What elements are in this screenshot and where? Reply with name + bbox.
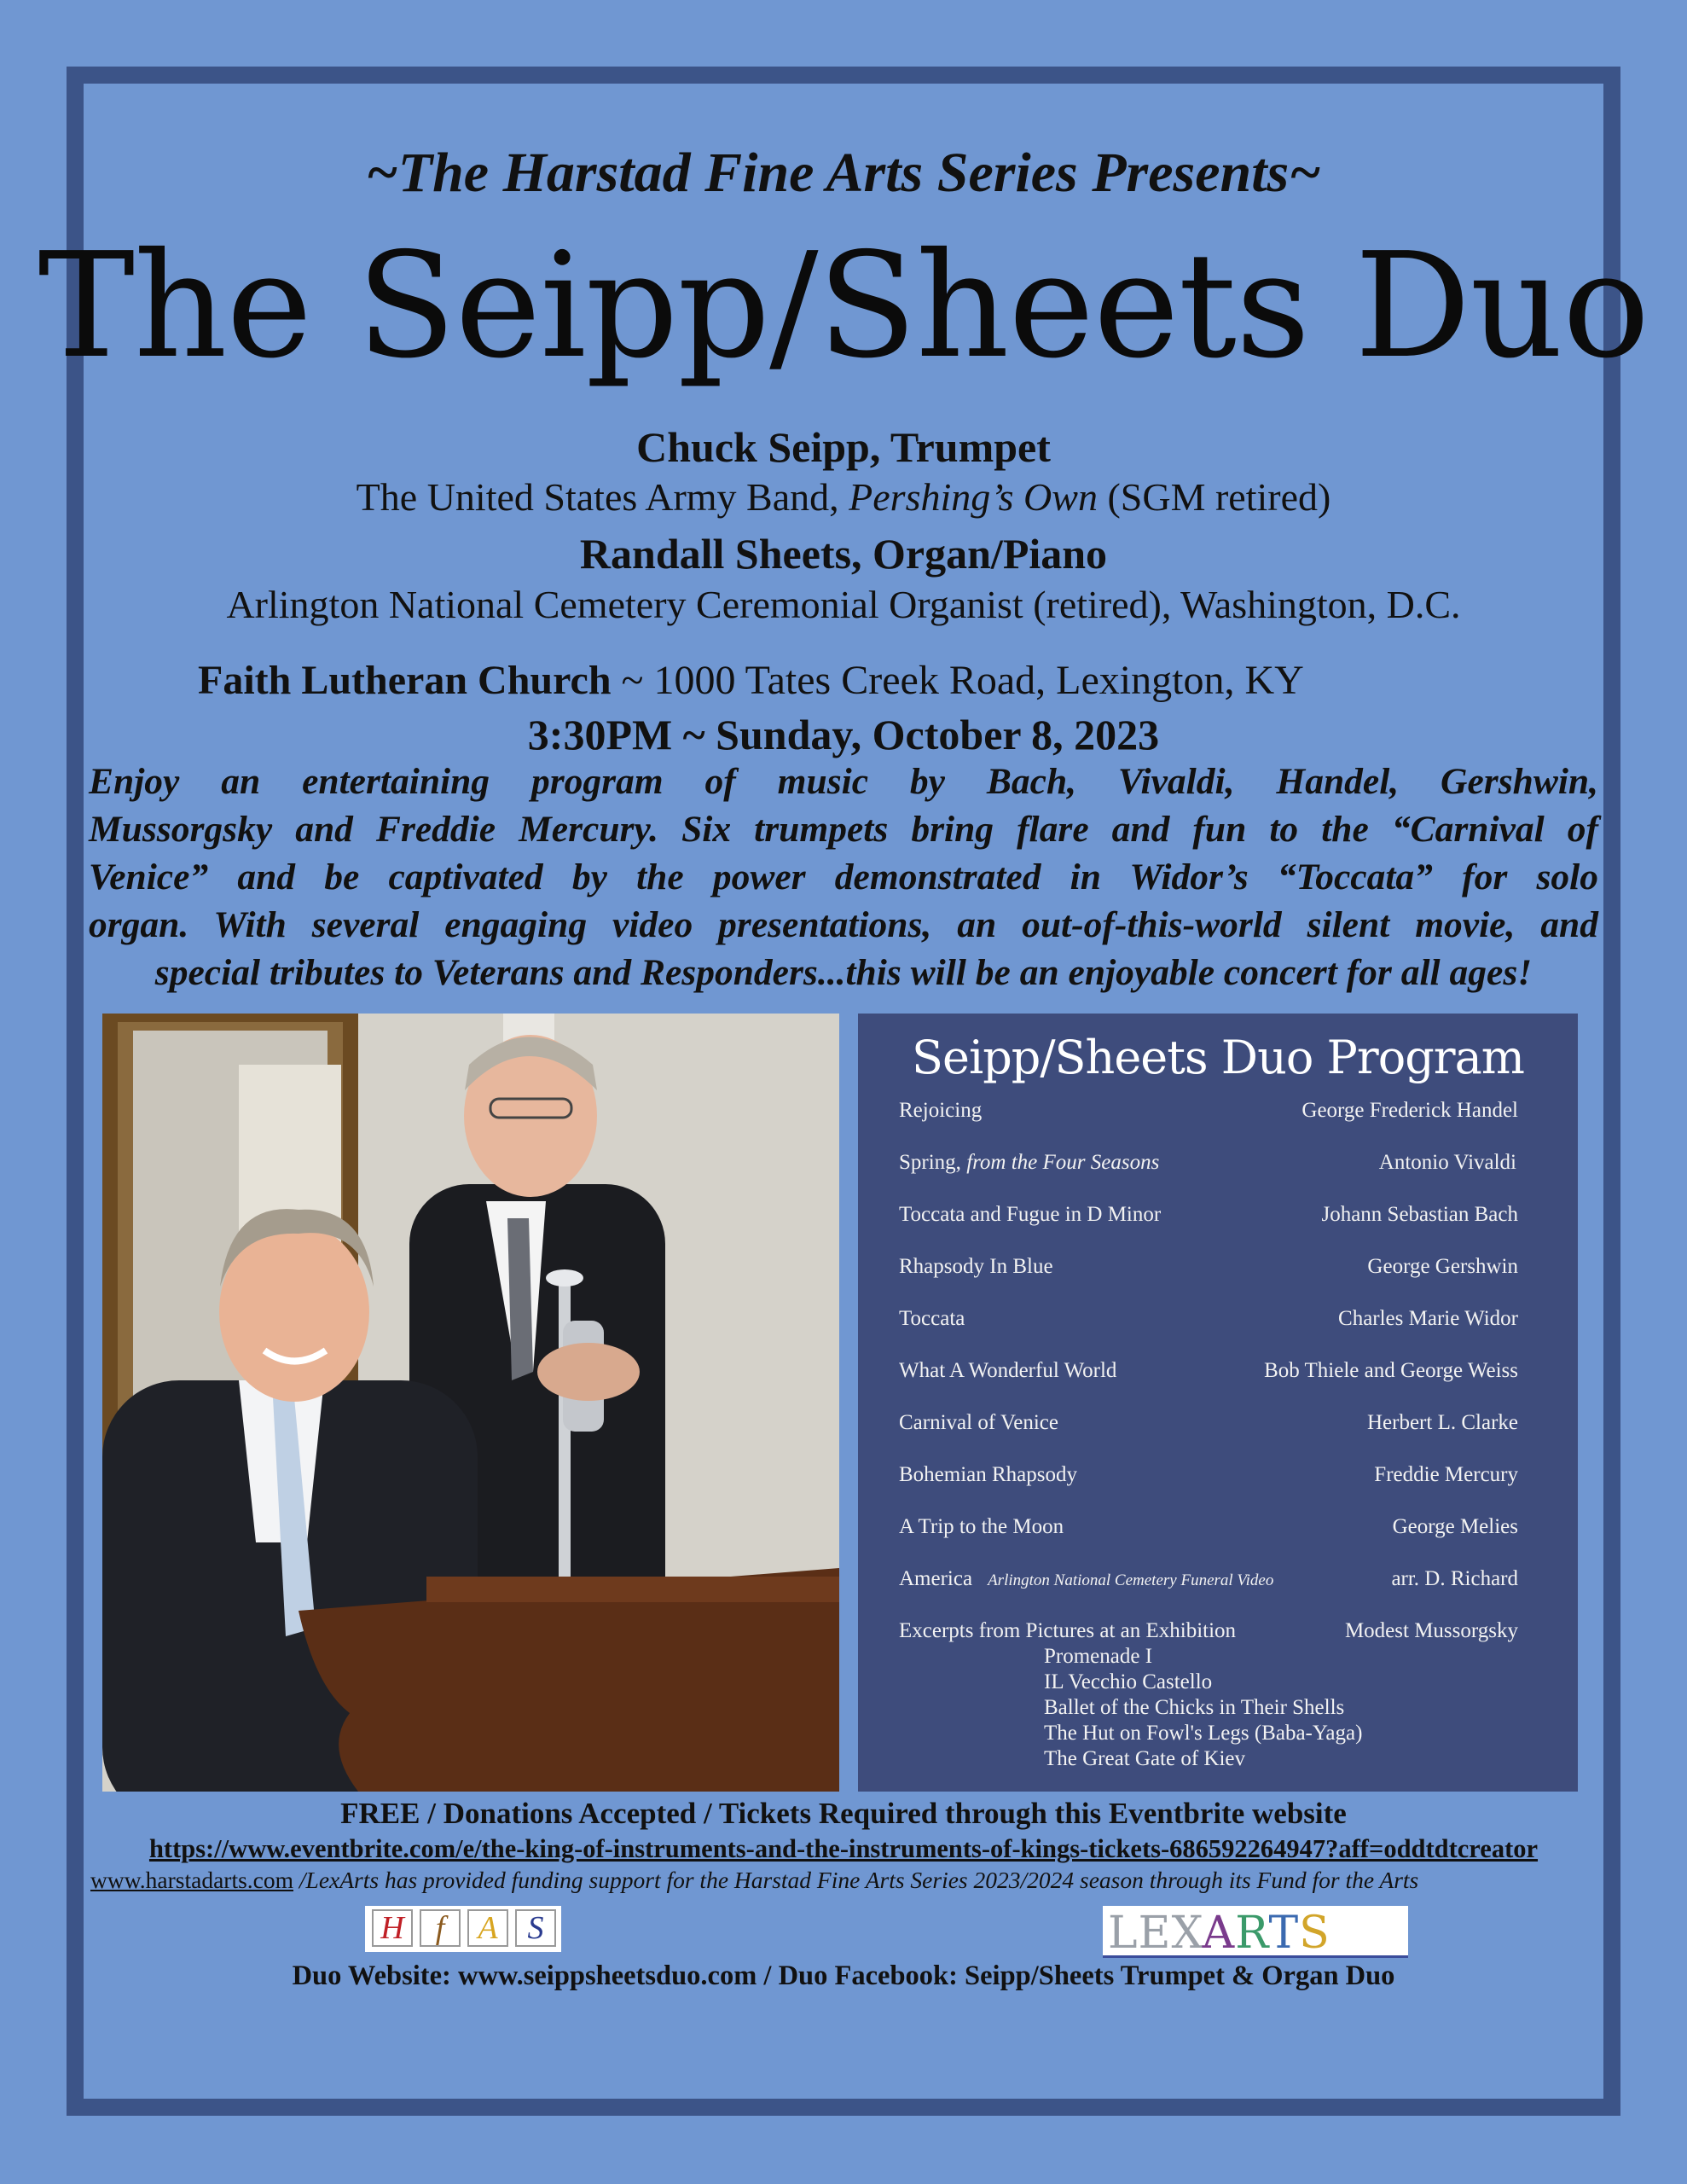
program-composer: Freddie Mercury <box>1374 1463 1518 1486</box>
duo-photo <box>102 1014 839 1792</box>
program-composer: George Frederick Handel <box>1301 1099 1518 1122</box>
program-work: Rhapsody In Blue <box>899 1255 1053 1278</box>
venue-line <box>198 657 1304 704</box>
program-subitem: The Hut on Fowl's Legs (Baba-Yaga) <box>1044 1722 1363 1745</box>
program-panel <box>858 1014 1578 1792</box>
lexarts-logo <box>1103 1906 1408 1958</box>
program-composer: Charles Marie Widor <box>1338 1307 1518 1330</box>
eventbrite-link[interactable]: https://www.eventbrite.com/e/the-king-of-instruments-and-the-instruments-of-kings-tickets-686592264947?aff=oddtdtcreator <box>148 1834 1539 1863</box>
program-subitem: Promenade I <box>1044 1645 1153 1668</box>
program-subitem: Ballet of the Chicks in Their Shells <box>1044 1696 1345 1719</box>
program-note: Arlington National Cemetery Funeral Video <box>988 1571 1274 1589</box>
series-presents: ~The Harstad Fine Arts Series Presents~ <box>366 142 1321 204</box>
program-composer: George Gershwin <box>1367 1255 1518 1278</box>
performer-1-name: Chuck Seipp, Trumpet <box>636 423 1051 471</box>
program-composer: Modest Mussorgsky <box>1344 1619 1518 1642</box>
program-composer: Bob Thiele and George Weiss <box>1264 1359 1518 1382</box>
harstad-site-link[interactable]: www.harstadarts.com <box>90 1867 294 1893</box>
venue-name: Faith Lutheran Church <box>198 658 612 703</box>
event-datetime: 3:30PM ~ Sunday, October 8, 2023 <box>527 711 1160 758</box>
tickets-info: FREE / Donations Accepted / Tickets Required through this Eventbrite website <box>340 1797 1347 1830</box>
venue-address: ~ 1000 Tates Creek Road, Lexington, KY <box>611 658 1304 703</box>
program-work: Toccata and Fugue in D Minor <box>899 1203 1162 1226</box>
description-line: Mussorgsky and Freddie Mercury. Six trumpets bring flare and fun to the “Carnival of <box>89 809 1598 850</box>
program-work: Toccata <box>899 1307 965 1330</box>
event-description <box>89 758 1598 996</box>
program-composer: George Melies <box>1392 1515 1518 1538</box>
hfas-letter: f <box>420 1909 461 1947</box>
duo-website: Duo Website: www.seippsheetsduo.com / Duo Facebook: Seipp/Sheets Trumpet & Organ Duo <box>292 1960 1395 1991</box>
program-work: America Arlington National Cemetery Funeral Video <box>899 1567 1274 1590</box>
program-composer: Antonio Vivaldi <box>1378 1151 1516 1174</box>
description-line: organ. With several engaging video presentations, an out-of-this-world silent movie, and <box>89 904 1598 945</box>
program-composer: Johann Sebastian Bach <box>1321 1203 1518 1226</box>
description-line: Venice” and be captivated by the power demonstrated in Widor’s “Toccata” for solo <box>89 857 1598 897</box>
program-work: Spring, from the Four Seasons <box>899 1151 1160 1174</box>
poster-title: The Seipp/Sheets Duo <box>38 222 1649 391</box>
description-line: Enjoy an entertaining program of music by Bach, Vivaldi, Handel, Gershwin, <box>89 761 1598 802</box>
program-work: A Trip to the Moon <box>899 1515 1064 1538</box>
funding-note <box>90 1867 1418 1894</box>
duo-photo-illustration <box>102 1014 839 1792</box>
program-work: Excerpts from Pictures at an Exhibition <box>899 1619 1237 1642</box>
performer-1-affiliation: The United States Army Band, Pershing’s Own (SGM retired) <box>356 475 1331 519</box>
program-work: Carnival of Venice <box>899 1411 1058 1434</box>
program-work: Bohemian Rhapsody <box>899 1463 1078 1486</box>
hfas-letter: H <box>372 1909 413 1947</box>
hfas-letter: S <box>515 1909 556 1947</box>
performer-2-affiliation: Arlington National Cemetery Ceremonial Organist (retired), Washington, D.C. <box>226 583 1461 626</box>
program-composer: Herbert L. Clarke <box>1366 1411 1518 1434</box>
program-work: What A Wonderful World <box>899 1359 1117 1382</box>
description-line: special tributes to Veterans and Responders...this will be an enjoyable concert for all ages! <box>154 952 1533 993</box>
program-subitem: IL Vecchio Castello <box>1044 1670 1213 1693</box>
program-work: Rejoicing <box>899 1099 983 1122</box>
performer-2-name: Randall Sheets, Organ/Piano <box>579 530 1108 578</box>
program-composer: arr. D. Richard <box>1391 1567 1518 1590</box>
funding-text: /LexArts has provided funding support for the Harstad Fine Arts Series 2023/2024 season through its Fund for the Arts <box>293 1867 1419 1893</box>
program-subitem: The Great Gate of Kiev <box>1044 1747 1245 1770</box>
hfas-letter: A <box>467 1909 508 1947</box>
lexarts-logo-text: LEXARTS <box>1108 1908 1330 1959</box>
hfas-logo <box>365 1906 561 1952</box>
program-title: Seipp/Sheets Duo Program <box>912 1031 1524 1084</box>
